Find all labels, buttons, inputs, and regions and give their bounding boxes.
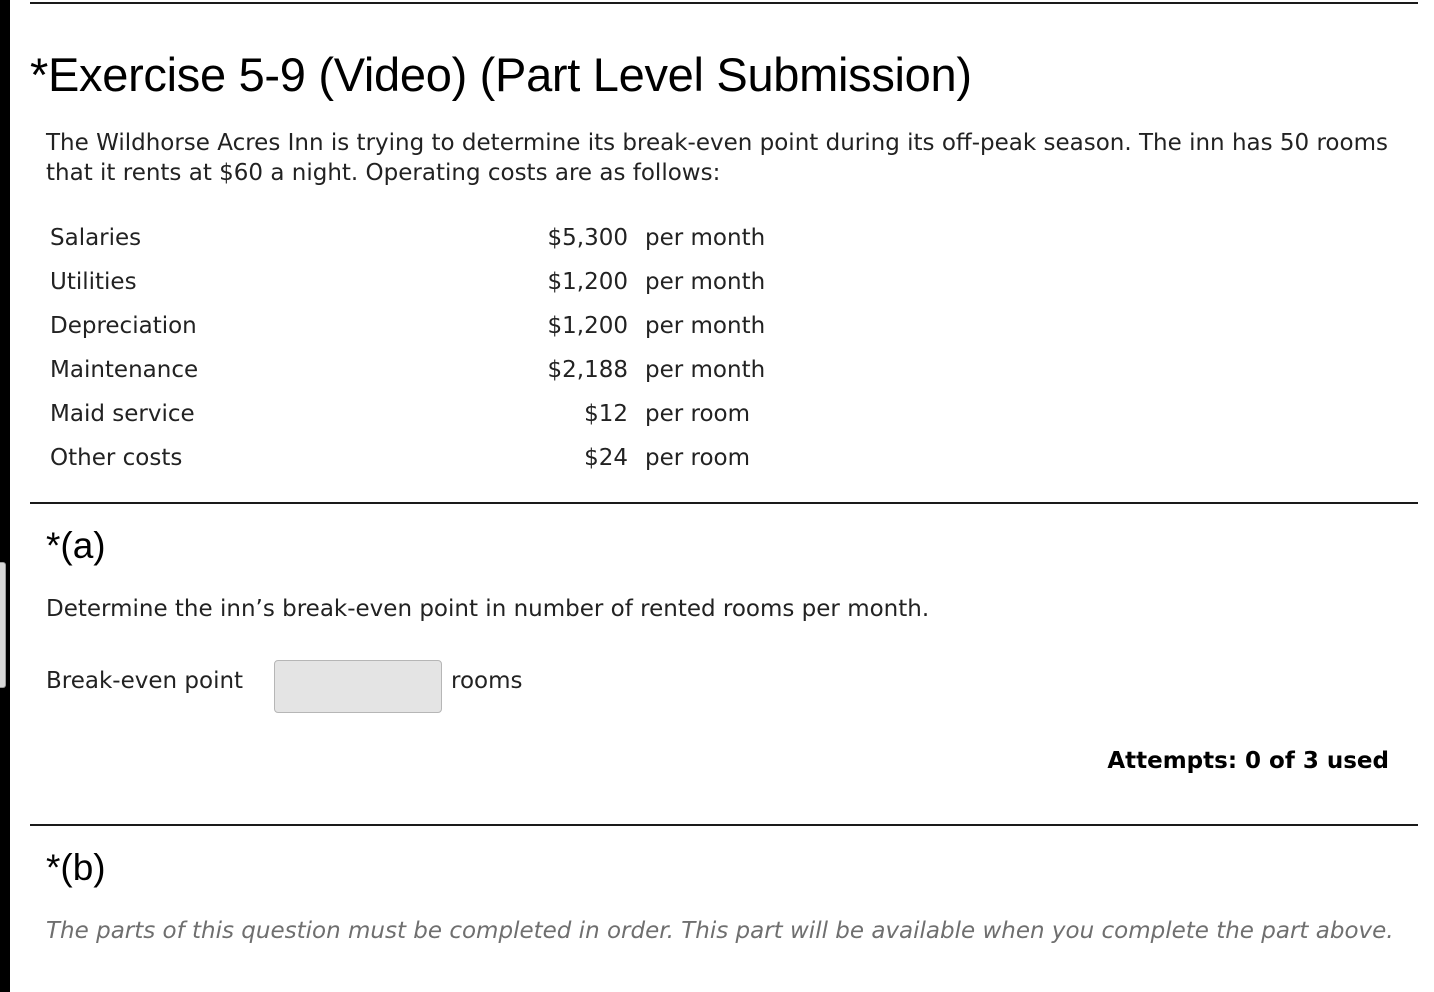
exercise-title: *Exercise 5-9 (Video) (Part Level Submission) bbox=[30, 48, 972, 101]
cost-row-maid-service bbox=[50, 392, 790, 436]
top-divider bbox=[30, 2, 1418, 4]
cost-row-depreciation bbox=[50, 304, 790, 348]
part-b-locked-notice: The parts of this question must be completed in order. This part will be available when you complete the part above. bbox=[46, 918, 1394, 944]
break-even-label: Break-even point bbox=[46, 668, 244, 694]
part-b-heading: *(b) bbox=[46, 847, 106, 888]
cost-row-utilities bbox=[50, 260, 790, 304]
cost-label: Utilities bbox=[50, 269, 137, 295]
cost-unit: per room bbox=[645, 401, 751, 427]
cost-unit: per month bbox=[645, 357, 766, 383]
cost-amount: $1,200 bbox=[547, 269, 628, 295]
operating-costs-table bbox=[50, 216, 790, 480]
break-even-unit: rooms bbox=[451, 668, 523, 694]
section-divider bbox=[30, 502, 1418, 504]
break-even-input[interactable] bbox=[274, 660, 442, 713]
attempts-counter: Attempts: 0 of 3 used bbox=[1107, 748, 1389, 774]
exercise-intro: The Wildhorse Acres Inn is trying to determine its break-even point during its off-peak season. The inn has 50 rooms that it rents at $60 a night. Operating costs are as follows: bbox=[46, 130, 1388, 186]
cost-label: Maintenance bbox=[50, 357, 199, 383]
cost-unit: per month bbox=[645, 313, 766, 339]
cost-unit: per room bbox=[645, 445, 751, 471]
side-panel-handle[interactable] bbox=[0, 562, 6, 688]
cost-row-maintenance bbox=[50, 348, 790, 392]
cost-unit: per month bbox=[645, 269, 766, 295]
cost-amount: $12 bbox=[584, 401, 628, 427]
part-a-question: Determine the inn’s break-even point in number of rented rooms per month. bbox=[46, 596, 930, 622]
cost-label: Maid service bbox=[50, 401, 195, 427]
cost-label: Depreciation bbox=[50, 313, 197, 339]
cost-label: Salaries bbox=[50, 225, 142, 251]
section-divider bbox=[30, 824, 1418, 826]
cost-amount: $1,200 bbox=[547, 313, 628, 339]
part-a-heading: *(a) bbox=[46, 525, 106, 566]
cost-row-other-costs bbox=[50, 436, 790, 480]
cost-amount: $5,300 bbox=[547, 225, 628, 251]
cost-label: Other costs bbox=[50, 445, 183, 471]
left-edge-bar bbox=[0, 0, 10, 992]
cost-row-salaries bbox=[50, 216, 790, 260]
cost-amount: $24 bbox=[584, 445, 628, 471]
cost-unit: per month bbox=[645, 225, 766, 251]
cost-amount: $2,188 bbox=[547, 357, 628, 383]
